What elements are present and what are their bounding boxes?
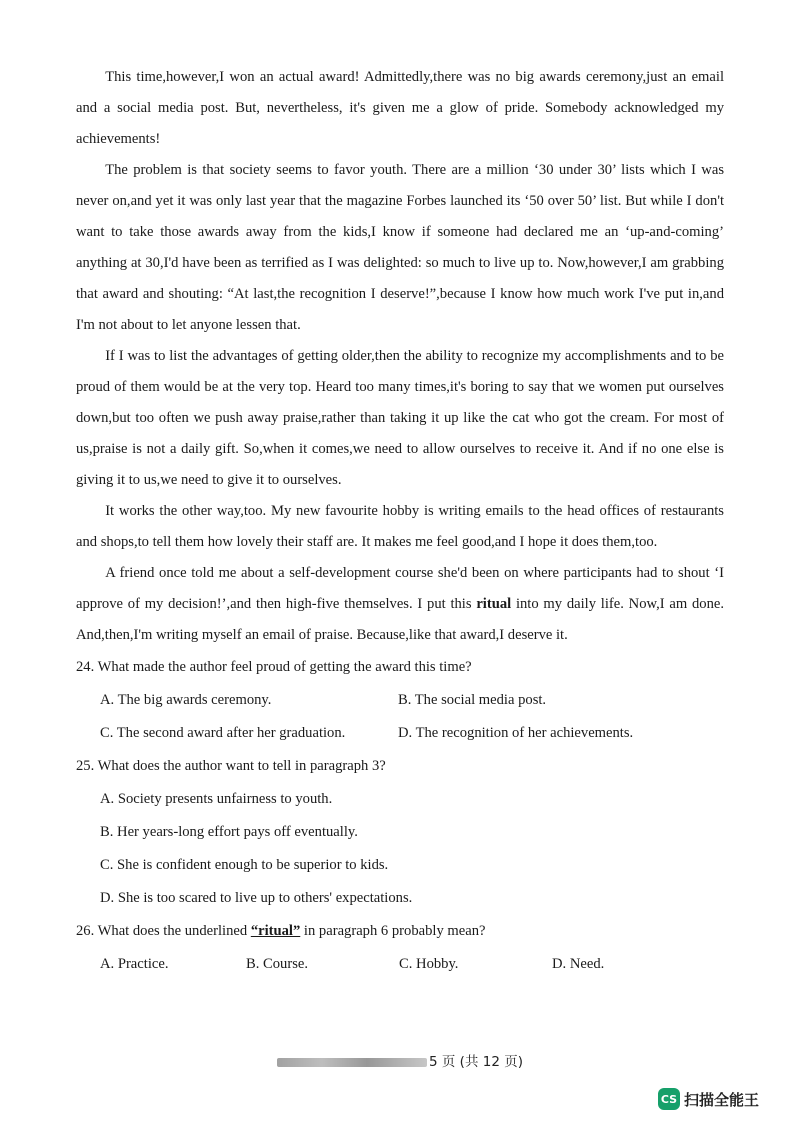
page-footer: [0, 1050, 800, 1070]
document-page: [76, 62, 724, 981]
question-24: [76, 651, 724, 750]
blurred-footer-text: [277, 1058, 427, 1067]
option-24-c: C. The second award after her graduation.: [100, 725, 346, 741]
paragraph-3: If I was to list the advantages of getting older,then the ability to recognize my accomplishments and to be proud of them would be at the very top. Heard too many times,it's boring to say that we women put ourselves down,but too often we push away praise,rather than taking it up like the cat who got the cream. For most of us,praise is not a daily gift. So,when it comes,we need to allow ourselves to receive it. And if no one else is giving it to us,we need to give it to ourselves.: [76, 348, 724, 488]
question-26-stem-end: in paragraph 6 probably mean?: [300, 923, 486, 939]
question-26-stem: [76, 915, 724, 948]
option-25-d: D. She is too scared to live up to others' expectations.: [100, 890, 413, 906]
option-24-a: A. The big awards ceremony.: [100, 692, 272, 708]
question-26: [76, 915, 724, 981]
option-25-a: A. Society presents unfairness to youth.: [100, 791, 333, 807]
option-25-b: B. Her years-long effort pays off eventually.: [100, 824, 358, 840]
paragraph-4: It works the other way,too. My new favourite hobby is writing emails to the head offices of restaurants and shops,to tell them how lovely their staff are. It makes me feel good,and I hope it does them,too.: [76, 503, 724, 550]
option-24-b: B. The social media post.: [398, 692, 547, 708]
paragraph-5: [76, 558, 724, 651]
paragraph-5-end: into my daily life. Now,I am done. And,then,I'm writing myself an email of praise. Because,like that award,I deserve it.: [76, 596, 724, 643]
question-26-options: [76, 948, 724, 981]
option-26-c: C. Hobby.: [399, 956, 459, 972]
question-26-stem-start: 26. What does the underlined: [76, 923, 251, 939]
camscanner-watermark: [658, 1088, 759, 1110]
ritual-word: ritual: [476, 596, 512, 612]
option-26-b: B. Course.: [246, 956, 309, 972]
paragraph-2: The problem is that society seems to favor youth. There are a million ‘30 under 30’ lists which I was never on,and yet it was only last year that the magazine Forbes launched its ‘50 over 50’ list. But while I don't want to take those awards away from the kids,I know if someone had declared me an ‘up-and-coming’ anything at 30,I'd have been as terrified as I was delighted: so much to live up to. Now,however,I am grabbing that award and shouting: “At last,the recognition I deserve!”,because I know how much work I've put in,and I'm not about to let anyone lessen that.: [76, 162, 724, 333]
question-24-options-row-2: [76, 717, 724, 750]
paragraph-5-start: A friend once told me about a self-development course she'd been on where participants had to shout ‘I approve of my decision!’,and then high-five themselves. I put this: [76, 565, 724, 612]
ritual-underlined: “ritual”: [250, 923, 301, 939]
question-24-options-row-1: [76, 684, 724, 717]
question-24-stem: 24. What made the author feel proud of getting the award this time?: [76, 659, 472, 675]
camscanner-logo-icon: CS: [658, 1088, 680, 1110]
option-25-c: C. She is confident enough to be superior to kids.: [100, 857, 389, 873]
option-26-d: D. Need.: [552, 956, 605, 972]
camscanner-label: 扫描全能王: [684, 1090, 760, 1109]
page-number: 5 页 (共 12 页): [429, 1054, 523, 1070]
option-26-a: A. Practice.: [100, 956, 169, 972]
question-25: [76, 750, 724, 915]
option-24-d: D. The recognition of her achievements.: [398, 725, 634, 741]
paragraph-1: This time,however,I won an actual award! Admittedly,there was no big awards ceremony,just an email and a social media post. But, nevertheless, it's given me a glow of pride. Somebody acknowledged my achievements!: [76, 69, 724, 147]
question-25-stem: 25. What does the author want to tell in paragraph 3?: [76, 758, 386, 774]
